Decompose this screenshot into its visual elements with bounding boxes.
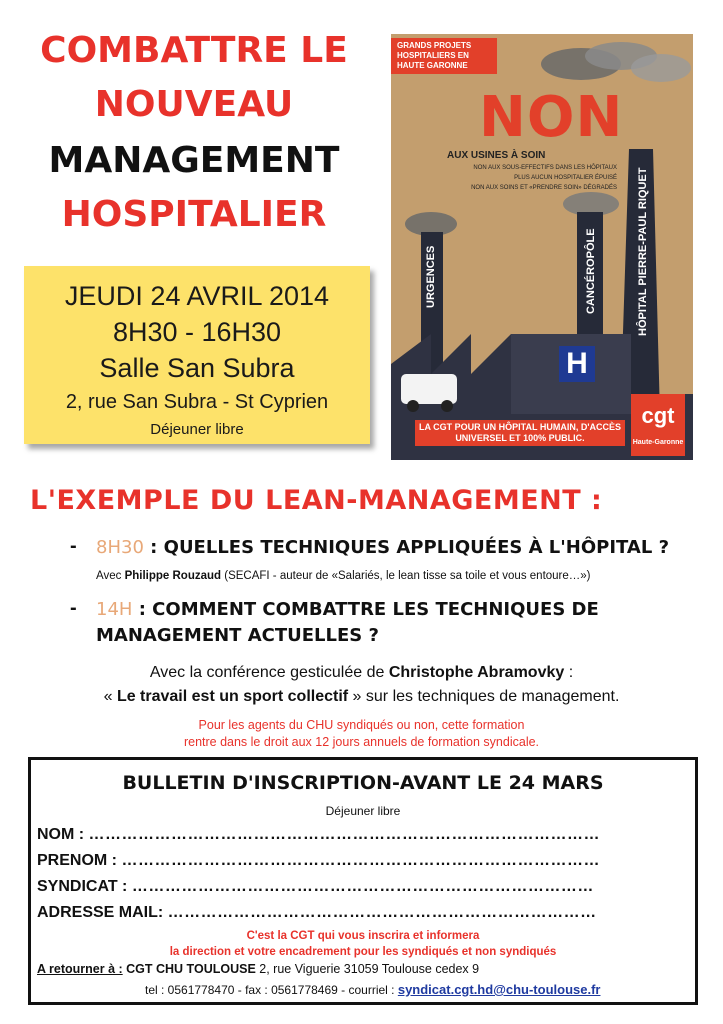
name-blank[interactable]: …………………………………………………………………………………	[88, 826, 601, 843]
conference-description: » sur les techniques de management.	[348, 688, 620, 705]
event-date: JEUDI 24 AVRIL 2014	[64, 281, 330, 311]
training-note-2: rentre dans le droit aux 12 jours annuels de formation syndicale.	[183, 735, 540, 749]
contact-phone-fax: tel : 0561778470 - fax : 0561778469 - courriel :	[145, 983, 398, 997]
poster-line-c: NON AUX SOINS ET «PRENDRE SOIN» DÉGRADÉS	[471, 185, 617, 191]
conference-prefix: Avec la conférence gesticulée de	[149, 664, 389, 681]
speaker-prefix: Avec	[96, 570, 125, 582]
conference-line-2	[0, 688, 723, 706]
title-line-3: MANAGEMENT	[48, 140, 340, 181]
cgt-logo	[631, 394, 685, 456]
firstname-blank[interactable]: ……………………………………………………………………………	[121, 852, 600, 869]
poster-non: NON	[479, 85, 624, 150]
speaker-line	[96, 570, 591, 582]
contact-email-link[interactable]: syndicat.cgt.hd@chu-toulouse.fr	[397, 982, 601, 997]
lean-section-title: L'EXEMPLE DU LEAN-MANAGEMENT :	[30, 485, 603, 516]
form-title: BULLETIN D'INSCRIPTION-AVANT LE 24 MARS	[122, 772, 604, 794]
poster-line-a: NON AUX SOUS-EFFECTIFS DANS LES HÔPITAUX	[473, 165, 617, 171]
campaign-poster	[391, 34, 693, 460]
bullet-dash: -	[70, 535, 77, 557]
program-item-1-time: 8H30	[96, 537, 144, 558]
speaker-details: (SECAFI - auteur de «Salariés, le lean tisse sa toile et vous entoure…»)	[221, 570, 591, 582]
program-item-2-text: : COMMENT COMBATTRE LES TECHNIQUES DE	[132, 599, 599, 620]
form-subtitle: Déjeuner libre	[325, 804, 401, 818]
poster-tag: GRANDS PROJETS HOSPITALIERS EN HAUTE GARONNE	[391, 38, 497, 74]
poster-label-hopital: HÔPITAL PIERRE-PAUL RIQUET	[637, 167, 649, 336]
name-field[interactable]	[37, 826, 600, 844]
training-note-1: Pour les agents du CHU syndiqués ou non, cette formation	[198, 718, 525, 732]
contact-line	[145, 982, 600, 997]
bullet-dash: -	[70, 597, 77, 619]
program-item-1-text: : QUELLES TECHNIQUES APPLIQUÉES À L'HÔPITAL ?	[143, 537, 670, 558]
cgt-logo-sub: Haute-Garonne	[632, 439, 684, 446]
poster-line-b: PLUS AUCUN HOSPITALIER ÉPUISÉ	[514, 175, 617, 181]
registration-form	[28, 757, 698, 1005]
event-address: 2, rue San Subra - St Cyprien	[65, 391, 329, 413]
conference-line-1	[0, 664, 723, 682]
program-item-2-continued: MANAGEMENT ACTUELLES ?	[96, 625, 379, 646]
form-note-1: C'est la CGT qui vous inscrira et informera	[246, 930, 480, 942]
email-label: ADRESSE MAIL:	[37, 904, 168, 921]
conference-quote-open: «	[103, 688, 117, 705]
firstname-label: PRENOM :	[37, 852, 122, 869]
firstname-field[interactable]	[37, 852, 600, 870]
title-line-4: HOSPITALIER	[61, 194, 327, 235]
union-field[interactable]	[37, 878, 594, 896]
conference-speaker: Christophe Abramovky	[388, 664, 565, 681]
poster-bottom-text: LA CGT POUR UN HÔPITAL HUMAIN, D'ACCÈS UNIVERSEL ET 100% PUBLIC.	[415, 420, 625, 446]
program-item-2-time: 14H	[96, 599, 133, 620]
form-note-2: la direction et votre encadrement pour les syndiqués et non syndiqués	[169, 946, 557, 958]
poster-subtitle: AUX USINES À SOIN	[447, 150, 546, 161]
return-label: A retourner à :	[37, 962, 123, 976]
conference-suffix: :	[564, 664, 574, 681]
conference-title: Le travail est un sport collectif	[116, 688, 349, 705]
event-venue: Salle San Subra	[99, 353, 295, 383]
poster-label-canceropole: CANCÉROPÔLE	[585, 228, 597, 314]
event-lunch: Déjeuner libre	[150, 421, 244, 438]
speaker-name: Philippe Rouzaud	[124, 570, 222, 582]
cgt-logo-text: cgt	[641, 403, 675, 428]
poster-label-urgences: URGENCES	[425, 245, 437, 308]
event-info-box	[24, 266, 370, 444]
title-line-1: COMBATTRE LE	[40, 30, 348, 71]
hospital-h-icon: H	[559, 346, 595, 382]
return-organization: CGT CHU TOULOUSE	[122, 962, 256, 976]
event-hours: 8H30 - 16H30	[112, 317, 282, 347]
return-street: 2, rue Viguerie 31059 Toulouse cedex 9	[255, 962, 480, 976]
union-blank[interactable]: …………………………………………………………………………	[131, 878, 594, 895]
union-label: SYNDICAT :	[37, 878, 132, 895]
program-item-1	[96, 537, 669, 558]
program-item-2	[96, 599, 599, 620]
email-field[interactable]	[37, 904, 597, 922]
return-address	[37, 962, 479, 976]
email-blank[interactable]: ……………………………………………………………………	[167, 904, 597, 921]
name-label: NOM :	[37, 826, 89, 843]
title-line-2: NOUVEAU	[94, 84, 294, 125]
